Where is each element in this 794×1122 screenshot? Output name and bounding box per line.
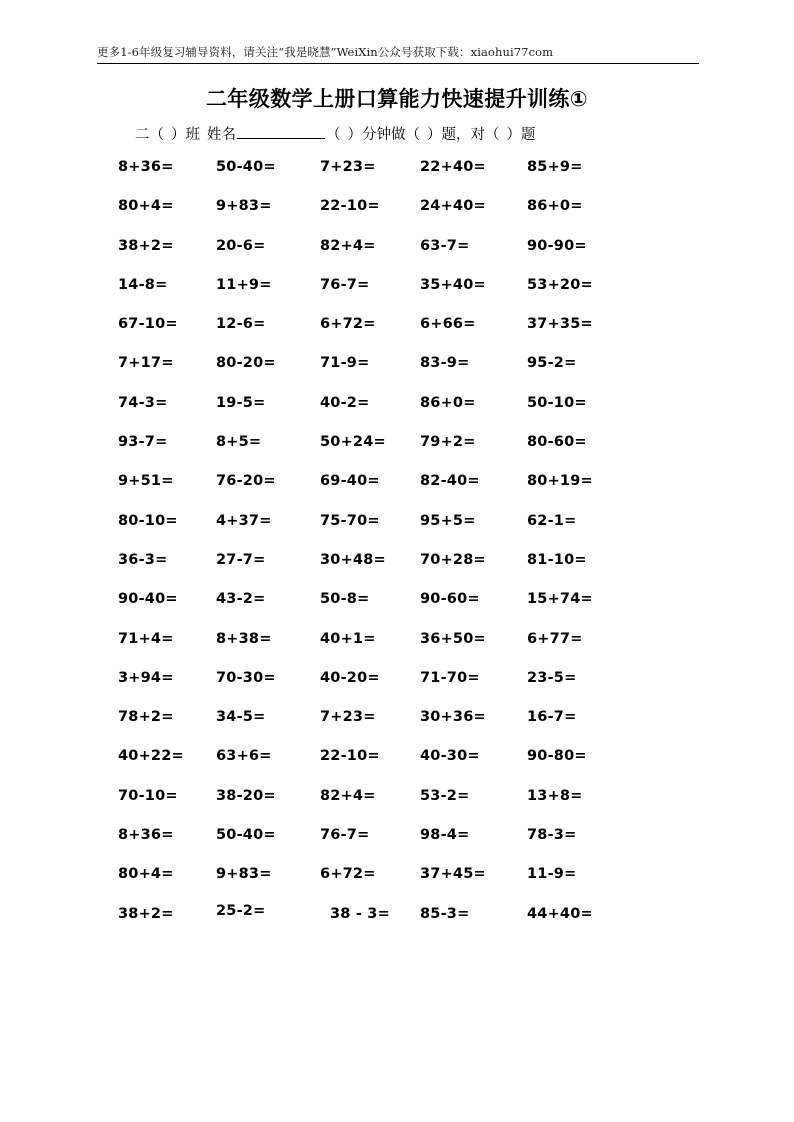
problem-cell[interactable]: 6+66= xyxy=(420,316,476,333)
problem-cell[interactable]: 50-40= xyxy=(216,827,276,844)
problem-cell[interactable]: 50+24= xyxy=(320,434,386,451)
problem-cell[interactable]: 62-1= xyxy=(527,512,577,529)
problem-cell[interactable]: 71+4= xyxy=(118,630,174,647)
problem-cell[interactable]: 67-10= xyxy=(118,316,178,333)
problem-cell[interactable]: 40+22= xyxy=(118,748,184,765)
problem-cell[interactable]: 6+72= xyxy=(320,316,376,333)
problem-cell[interactable]: 37+45= xyxy=(420,866,486,883)
problem-cell[interactable]: 38+2= xyxy=(118,905,174,922)
header-divider xyxy=(97,63,699,64)
problem-cell[interactable]: 8+5= xyxy=(216,434,262,451)
problem-cell[interactable]: 80+4= xyxy=(118,866,174,883)
problem-cell[interactable]: 3+94= xyxy=(118,669,174,686)
problem-cell[interactable]: 71-70= xyxy=(420,669,480,686)
problem-cell[interactable]: 80-20= xyxy=(216,355,276,372)
problem-cell[interactable]: 24+40= xyxy=(420,198,486,215)
problem-cell[interactable]: 86+0= xyxy=(420,394,476,411)
problem-cell[interactable]: 25-2= xyxy=(216,902,266,919)
problem-cell[interactable]: 76-7= xyxy=(320,827,370,844)
problem-cell[interactable]: 36+50= xyxy=(420,630,486,647)
problem-row xyxy=(0,394,794,433)
problem-cell[interactable]: 80-10= xyxy=(118,512,178,529)
problem-cell[interactable]: 76-20= xyxy=(216,473,276,490)
problem-cell[interactable]: 83-9= xyxy=(420,355,470,372)
problem-row xyxy=(0,787,794,826)
problem-cell[interactable]: 16-7= xyxy=(527,709,577,726)
problem-cell[interactable]: 70-30= xyxy=(216,669,276,686)
problem-cell[interactable]: 75-70= xyxy=(320,512,380,529)
problem-cell[interactable]: 38+2= xyxy=(118,237,174,254)
problem-cell[interactable]: 40-20= xyxy=(320,669,380,686)
problem-cell[interactable]: 80+4= xyxy=(118,198,174,215)
problem-cell[interactable]: 53-2= xyxy=(420,787,470,804)
problem-row xyxy=(0,590,794,629)
problem-cell[interactable]: 80+19= xyxy=(527,473,593,490)
problem-cell[interactable]: 12-6= xyxy=(216,316,266,333)
problem-cell[interactable]: 90-90= xyxy=(527,237,587,254)
problem-cell[interactable]: 76-7= xyxy=(320,276,370,293)
problem-cell[interactable]: 38-20= xyxy=(216,787,276,804)
problem-cell[interactable]: 8+36= xyxy=(118,827,174,844)
minutes-label-prefix: （ xyxy=(326,127,341,143)
problem-cell[interactable]: 6+72= xyxy=(320,866,376,883)
question-count-blank[interactable] xyxy=(420,125,427,145)
problem-row xyxy=(0,865,794,904)
problem-cell[interactable]: 43-2= xyxy=(216,591,266,608)
problem-cell[interactable]: 50-40= xyxy=(216,159,276,175)
problem-cell[interactable]: 78-3= xyxy=(527,827,577,844)
problem-cell[interactable]: 50-8= xyxy=(320,591,370,608)
problem-cell[interactable]: 95-2= xyxy=(527,355,577,372)
problem-cell[interactable]: 40-2= xyxy=(320,394,370,411)
problem-cell[interactable]: 90-80= xyxy=(527,748,587,765)
problem-cell[interactable]: 74-3= xyxy=(118,394,168,411)
problem-cell[interactable]: 19-5= xyxy=(216,394,266,411)
problem-cell[interactable]: 79+2= xyxy=(420,434,476,451)
promo-header-text: 更多1-6年级复习辅导资料，请关注“我是晓慧”WeiXin公众号获取下载：xiaohui77com xyxy=(97,45,554,59)
class-label-suffix: ）班 xyxy=(171,127,200,143)
problem-cell[interactable]: 20-6= xyxy=(216,237,266,254)
problem-cell[interactable]: 30+48= xyxy=(320,551,386,568)
problem-row xyxy=(0,708,794,747)
problem-cell[interactable]: 9+51= xyxy=(118,473,174,490)
problem-row xyxy=(0,747,794,786)
name-input-blank[interactable] xyxy=(237,123,325,139)
problem-cell[interactable]: 35+40= xyxy=(420,276,486,293)
problem-row xyxy=(0,826,794,865)
problem-cell[interactable]: 15+74= xyxy=(527,591,593,608)
class-blank[interactable] xyxy=(164,125,171,145)
problem-cell[interactable]: 63+6= xyxy=(216,748,272,765)
correct-count-blank[interactable] xyxy=(500,125,507,145)
student-info-line xyxy=(135,123,695,145)
problem-row xyxy=(0,433,794,472)
problem-cell[interactable]: 7+17= xyxy=(118,355,174,372)
problem-row xyxy=(0,472,794,511)
problem-cell[interactable]: 50-10= xyxy=(527,394,587,411)
problem-cell[interactable]: 81-10= xyxy=(527,551,587,568)
problem-cell[interactable]: 7+23= xyxy=(320,709,376,726)
minutes-label-suffix: ）分钟做（ xyxy=(347,127,420,143)
promo-header xyxy=(97,44,699,65)
problem-cell[interactable]: 9+83= xyxy=(216,198,272,215)
problem-cell[interactable]: 90-40= xyxy=(118,591,178,608)
problem-cell[interactable]: 82-40= xyxy=(420,473,480,490)
problem-cell[interactable]: 85-3= xyxy=(420,905,470,922)
problem-cell[interactable]: 27-7= xyxy=(216,551,266,568)
problem-cell[interactable]: 82+4= xyxy=(320,787,376,804)
problem-row xyxy=(0,354,794,393)
problem-cell[interactable]: 37+35= xyxy=(527,316,593,333)
problem-cell[interactable]: 69-40= xyxy=(320,473,380,490)
problem-row xyxy=(0,158,794,197)
problem-cell[interactable]: 4+37= xyxy=(216,512,272,529)
problem-cell[interactable]: 40+1= xyxy=(320,630,376,647)
problem-cell[interactable]: 36-3= xyxy=(118,551,168,568)
problem-cell[interactable]: 14-8= xyxy=(118,276,168,293)
problem-cell[interactable]: 40-30= xyxy=(420,748,480,765)
problem-row xyxy=(0,237,794,276)
problem-cell[interactable]: 95+5= xyxy=(420,512,476,529)
problem-row xyxy=(0,551,794,590)
problem-row xyxy=(0,669,794,708)
problem-cell[interactable]: 70+28= xyxy=(420,551,486,568)
problem-cell[interactable]: 11+9= xyxy=(216,276,272,293)
problem-cell[interactable]: 78+2= xyxy=(118,709,174,726)
problem-cell[interactable]: 82+4= xyxy=(320,237,376,254)
question-count-suffix: ）题，对（ xyxy=(427,127,500,143)
problem-cell[interactable]: 9+83= xyxy=(216,866,272,883)
correct-count-suffix: ）题 xyxy=(506,127,536,143)
problem-cell[interactable]: 63-7= xyxy=(420,237,470,254)
problem-cell[interactable]: 22-10= xyxy=(320,748,380,765)
problem-cell[interactable]: 85+9= xyxy=(527,159,583,175)
problem-cell[interactable]: 22+40= xyxy=(420,159,486,175)
problem-row xyxy=(0,315,794,354)
problem-cell[interactable]: 8+36= xyxy=(118,159,174,175)
problem-cell[interactable]: 11-9= xyxy=(527,866,577,883)
minutes-blank[interactable] xyxy=(341,125,348,145)
problem-row xyxy=(0,512,794,551)
problem-cell[interactable]: 80-60= xyxy=(527,434,587,451)
problem-row xyxy=(0,197,794,236)
problem-cell[interactable]: 34-5= xyxy=(216,709,266,726)
problem-cell[interactable]: 13+8= xyxy=(527,787,583,804)
class-label-prefix: 二（ xyxy=(135,127,164,143)
problem-cell[interactable]: 44+40= xyxy=(527,905,593,922)
problem-cell[interactable]: 98-4= xyxy=(420,827,470,844)
problem-row xyxy=(0,902,794,944)
problem-cell[interactable]: 90-60= xyxy=(420,591,480,608)
problem-cell[interactable]: 86+0= xyxy=(527,198,583,215)
problem-cell[interactable]: 8+38= xyxy=(216,630,272,647)
problem-cell[interactable]: 7+23= xyxy=(320,159,376,175)
name-label: 姓名 xyxy=(207,127,236,143)
problem-cell[interactable]: 71-9= xyxy=(320,355,370,372)
problem-cell[interactable]: 38 - 3= xyxy=(330,905,390,922)
problem-row xyxy=(0,276,794,315)
problem-cell[interactable]: 6+77= xyxy=(527,630,583,647)
problem-cell[interactable]: 53+20= xyxy=(527,276,593,293)
problem-cell[interactable]: 93-7= xyxy=(118,434,168,451)
problem-row xyxy=(0,630,794,669)
problem-cell[interactable]: 30+36= xyxy=(420,709,486,726)
problem-cell[interactable]: 23-5= xyxy=(527,669,577,686)
page-title: 二年级数学上册口算能力快速提升训练① xyxy=(206,87,588,111)
problem-cell[interactable]: 22-10= xyxy=(320,198,380,215)
problem-grid xyxy=(0,158,794,944)
problem-cell[interactable]: 70-10= xyxy=(118,787,178,804)
